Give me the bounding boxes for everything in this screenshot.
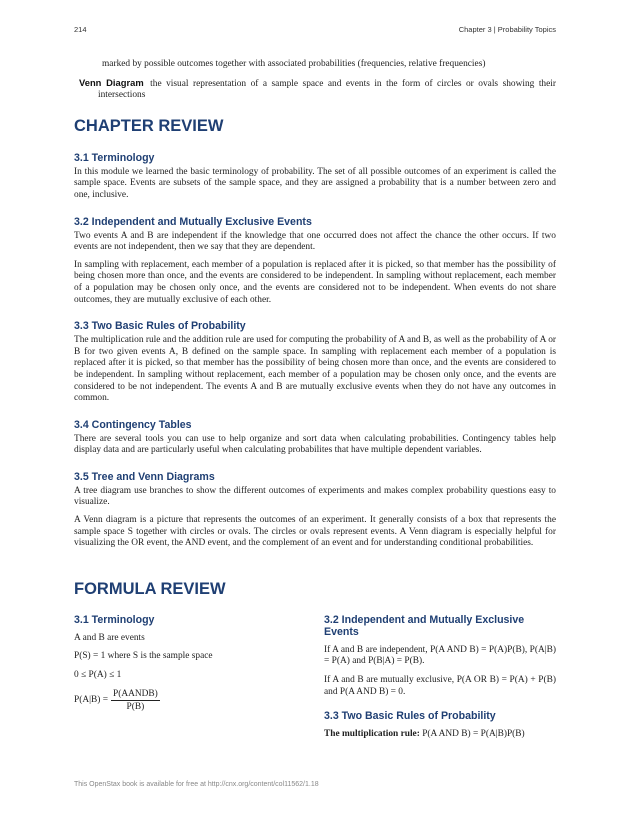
section-paragraph: There are several tools you can use to help organize and sort data when calculating probabilities. Contingency tables help display data and are particularly useful when calculating probabilites that have multiple dependent variables. — [74, 433, 556, 456]
rule-label: The multiplication rule: — [324, 729, 420, 740]
chapter-review-title: CHAPTER REVIEW — [74, 116, 224, 135]
section-heading: 3.4 Contingency Tables — [74, 418, 192, 431]
section-paragraph: In sampling with replacement, each member of a population is replaced after it is picked, so that member has the possibility of being chosen more than once, and the events are considered to be independent. In sampling without replacement, each member of a population may be chosen only once, and the events are considered not to be independent. When events do not share outcomes, they are mutually exclusive of each other. — [74, 259, 556, 305]
formula-line: 0 ≤ P(A) ≤ 1 — [74, 670, 122, 681]
glossary-entry-venn — [74, 77, 556, 102]
formula-column-left — [74, 614, 306, 748]
glossary-continuation: marked by possible outcomes together with associated probabilities (frequencies, relative frequencies) — [102, 59, 486, 69]
chapter-header: Chapter 3 | Probability Topics — [458, 25, 556, 34]
glossary-term: Venn Diagram — [79, 76, 144, 88]
formula-line: A and B are events — [74, 632, 145, 643]
multiplication-rule — [324, 729, 556, 741]
formula-column-right — [324, 614, 556, 748]
page-number: 214 — [74, 25, 87, 34]
section-paragraph: A tree diagram use branches to show the different outcomes of experiments and makes complex probability questions easy to visualize. — [74, 485, 556, 508]
section-heading: 3.1 Terminology — [74, 151, 155, 164]
fraction — [111, 689, 160, 712]
formula-line: If A and B are mutually exclusive, P(A OR B) = P(A) + P(B) and P(A AND B) = 0. — [324, 675, 556, 697]
section-heading: 3.2 Independent and Mutually Exclusive Events — [74, 215, 312, 228]
rule-formula: P(A AND B) = P(A|B)P(B) — [422, 729, 525, 740]
formula-heading: 3.3 Two Basic Rules of Probability — [324, 710, 496, 723]
glossary-definition: the visual representation of a sample space and events in the form of circles or ovals showing their intersections — [98, 78, 557, 101]
section-paragraph: A Venn diagram is a picture that represents the outcomes of an experiment. It generally consists of a box that represents the sample space S together with circles or ovals. The circles or ovals represent events. A Venn diagram is especially helpful for visualizing the OR event, the AND event, and the complement of an event and for understanding conditional probabilities. — [74, 515, 556, 549]
section-paragraph: Two events A and B are independent if the knowledge that one occurred does not affect the chance the other occurs. If two events are not independent, then we say that they are dependent. — [74, 230, 556, 253]
formula-line: P(S) = 1 where S is the sample space — [74, 651, 213, 662]
page-content — [74, 59, 556, 748]
footer-note: This OpenStax book is available for free at http://cnx.org/content/col11562/1.18 — [74, 781, 319, 788]
section-heading: 3.5 Tree and Venn Diagrams — [74, 470, 215, 483]
formula-lhs: P(A|B) = — [74, 695, 108, 706]
formula-line: If A and B are independent, P(A AND B) = P(A)P(B), P(A|B) = P(A) and P(B|A) = P(B). — [324, 644, 556, 667]
formula-review-title: FORMULA REVIEW — [74, 579, 226, 598]
section-paragraph: The multiplication rule and the addition rule are used for computing the probability of A and B, as well as the probability of A or B for two given events A, B defined on the sample space. In sampling with replacement each member of a population is replaced after it is picked, so that member has the possibility of being chosen more than once, and the events are considered to be independent. In sampling without replacement, each member of a population may be chosen only once, and the events are considered to be not independent. The events A and B are mutually exclusive events when they do not have any outcomes in common. — [74, 335, 556, 404]
conditional-probability-formula — [74, 689, 306, 712]
section-paragraph: In this module we learned the basic terminology of probability. The set of all possible outcomes of an experiment is called the sample space. Events are subsets of the sample space, and they are assigned a probability that is a number between zero and one, inclusive. — [74, 166, 556, 200]
section-heading: 3.3 Two Basic Rules of Probability — [74, 320, 246, 333]
fraction-numerator: P(AANDB) — [113, 688, 158, 699]
formula-heading: 3.1 Terminology — [74, 613, 155, 626]
formula-heading: 3.2 Independent and Mutually Exclusive Events — [324, 613, 525, 638]
formula-columns — [74, 614, 556, 748]
fraction-denominator: P(B) — [126, 701, 145, 712]
